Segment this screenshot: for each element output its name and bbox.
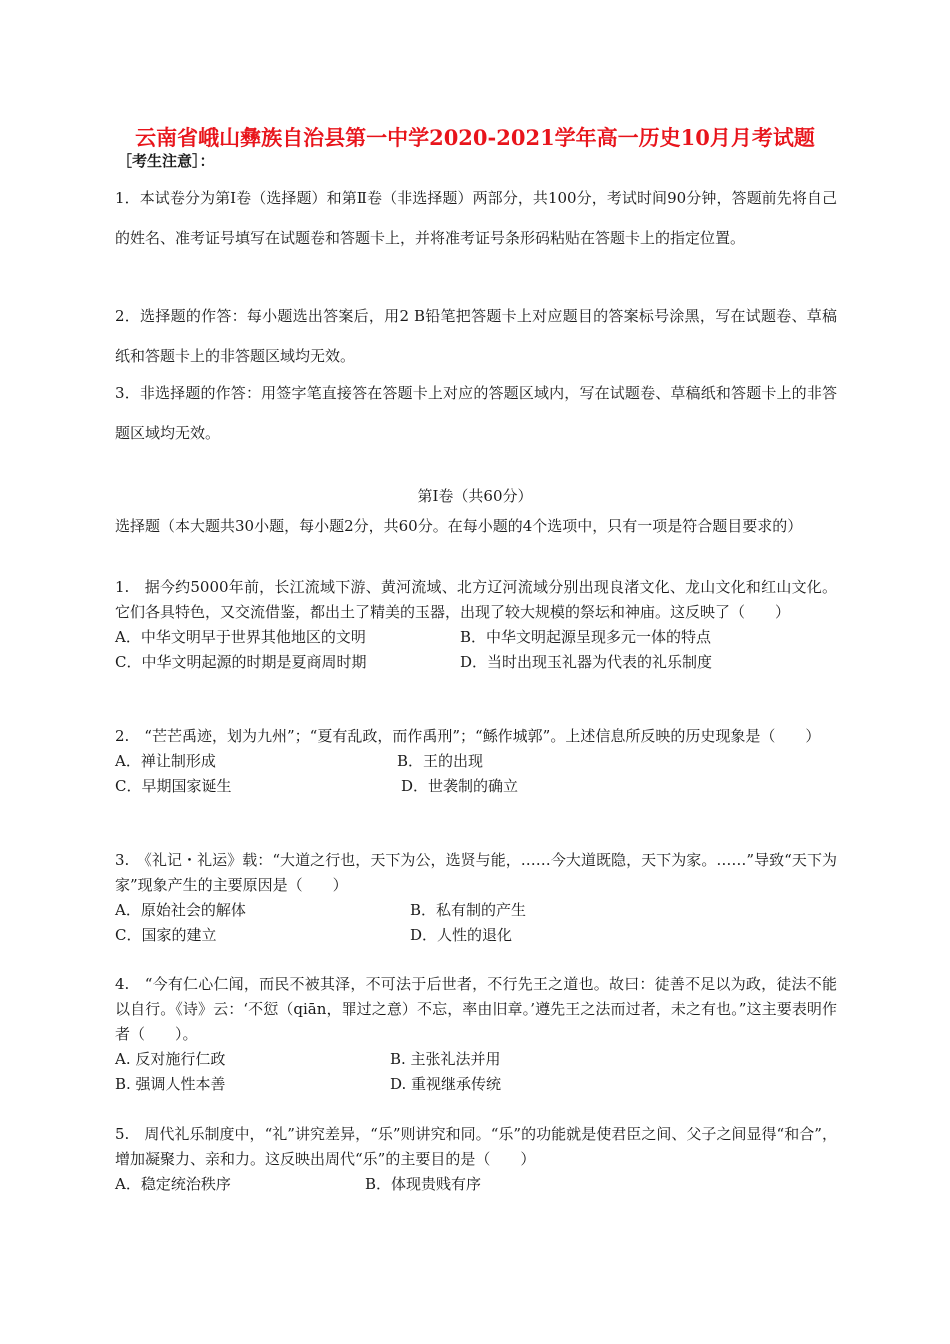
- section-intro: 选择题（本大题共30小题，每小题2分，共60分。在每小题的4个选项中，只有一项是符合题目要求的）: [115, 517, 803, 535]
- option-b: B．体现贵贱有序: [365, 1175, 482, 1193]
- question-2: [115, 724, 837, 799]
- question-options: [115, 1172, 837, 1197]
- option-c: B. 强调人性本善: [115, 1075, 226, 1093]
- option-b: B. 主张礼法并用: [390, 1050, 501, 1068]
- option-a: A．禅让制形成: [115, 752, 216, 770]
- option-d: D. 重视继承传统: [390, 1075, 502, 1093]
- question-stem: 2. “芒芒禹迹，划为九州”；“夏有乱政，而作禹刑”；“鲧作城郭”。上述信息所反映的历史现象是（ ）: [115, 727, 821, 745]
- question-stem: 4. “今有仁心仁闻，而民不被其泽，不可法于后世者，不行先王之道也。故曰：徒善不足以为政，徒法不能以自行。《诗》云：‘不愆（qiān，罪过之意）不忘，率由旧章。’遵先王之法而过者，未之有也。”这主要表明作者（ ）。: [115, 975, 837, 1043]
- option-a: A．原始社会的解体: [115, 901, 246, 919]
- option-d: D．人性的退化: [410, 926, 513, 944]
- option-a: A．中华文明早于世界其他地区的文明: [115, 628, 366, 646]
- question-options: [115, 749, 837, 799]
- question-options: [115, 625, 837, 675]
- notice-item-2: 2．选择题的作答：每小题选出答案后，用2 B铅笔把答题卡上对应题目的答案标号涂黑，写在试题卷、草稿纸和答题卡上的非答题区域均无效。: [115, 307, 837, 365]
- option-b: B．私有制的产生: [410, 901, 527, 919]
- question-4: [115, 972, 837, 1097]
- option-b: B．王的出现: [397, 752, 484, 770]
- option-c: C．国家的建立: [115, 926, 217, 944]
- notice-item-1: 1．本试卷分为第Ⅰ卷（选择题）和第Ⅱ卷（非选择题）两部分，共100分，考试时间90分钟，答题前先将自己的姓名、准考证号填写在试题卷和答题卡上，并将准考证号条形码粘贴在答题卡上的指定位置。: [115, 189, 837, 247]
- question-stem: 5. 周代礼乐制度中，“礼”讲究差异，“乐”则讲究和同。“乐”的功能就是使君臣之间、父子之间显得“和合”，增加凝聚力、亲和力。这反映出周代“乐”的主要目的是（ ）: [115, 1125, 837, 1168]
- question-1: [115, 575, 837, 675]
- notice-item-3: 3．非选择题的作答：用签字笔直接答在答题卡上对应的答题区域内，写在试题卷、草稿纸和答题卡上的非答题区域均无效。: [115, 384, 837, 442]
- question-options: [115, 898, 837, 948]
- question-stem: 3. 《礼记・礼运》载：“大道之行也，天下为公，选贤与能，……今大道既隐，天下为家。……”导致“天下为家”现象产生的主要原因是（ ）: [115, 851, 837, 894]
- question-stem: 1. 据今约5000年前，长江流域下游、黄河流域、北方辽河流域分别出现良渚文化、龙山文化和红山文化。它们各具特色，又交流借鉴，都出土了精美的玉器，出现了较大规模的祭坛和神庙。这反映了（ ）: [115, 578, 837, 621]
- question-5: [115, 1122, 837, 1197]
- question-3: [115, 848, 837, 948]
- option-d: D．当时出现玉礼器为代表的礼乐制度: [460, 653, 713, 671]
- section-title: 第Ⅰ卷（共60分）: [417, 487, 533, 505]
- option-b: B．中华文明起源呈现多元一体的特点: [460, 628, 712, 646]
- option-a: A. 反对施行仁政: [115, 1050, 226, 1068]
- notice-heading: ［考生注意］：: [117, 152, 215, 170]
- option-a: A．稳定统治秩序: [115, 1175, 231, 1193]
- exam-title: 云南省峨山彝族自治县第一中学2020-2021学年高一历史10月月考试题: [135, 125, 815, 150]
- option-d: D．世袭制的确立: [401, 777, 519, 795]
- question-options: [115, 1047, 837, 1097]
- option-c: C．早期国家诞生: [115, 777, 232, 795]
- option-c: C．中华文明起源的时期是夏商周时期: [115, 653, 367, 671]
